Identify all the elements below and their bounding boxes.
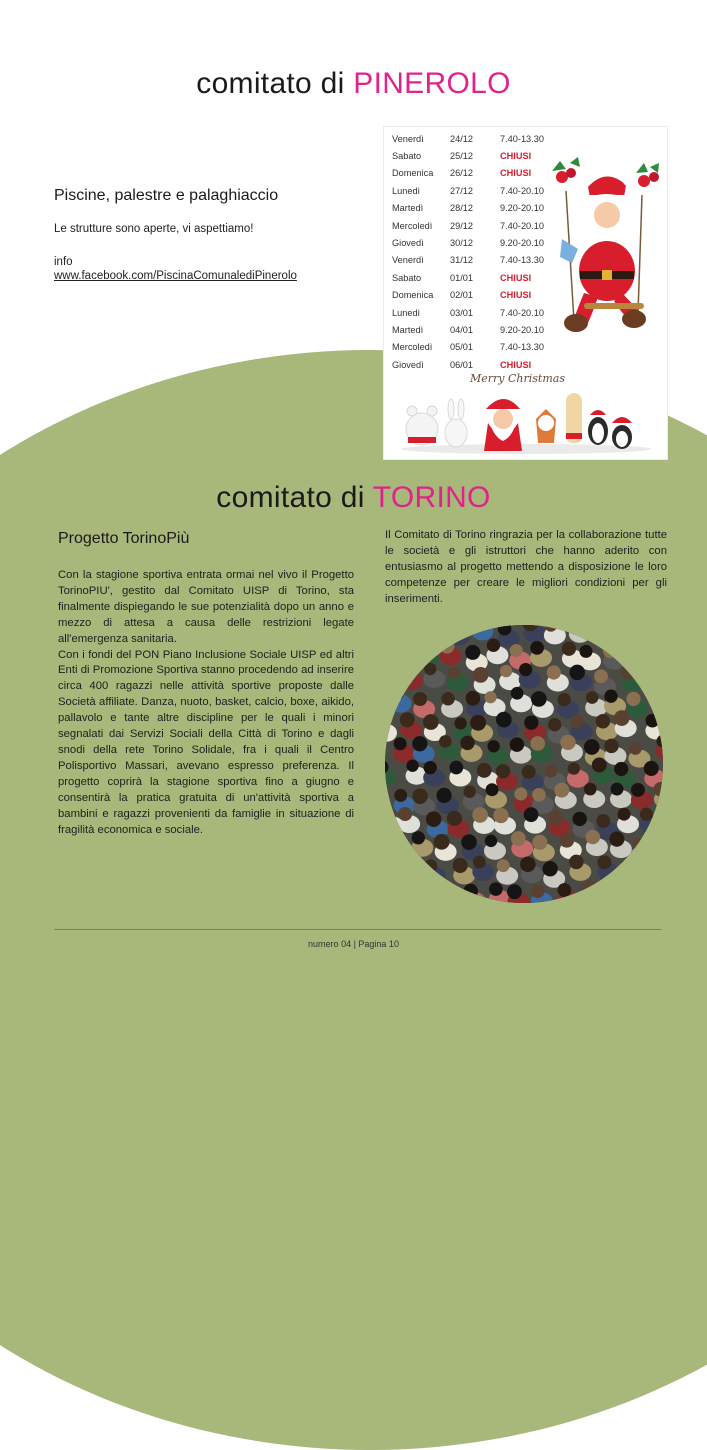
- pinerolo-title: [0, 67, 707, 101]
- schedule-day: Lunedì: [392, 185, 421, 196]
- footer-divider: [54, 929, 661, 930]
- schedule-date: 29/12: [450, 220, 473, 231]
- schedule-day: Giovedì: [392, 359, 424, 370]
- schedule-date: 01/01: [450, 272, 473, 283]
- page-footer: numero 04 | Pagina 10: [308, 939, 399, 949]
- schedule-date: 27/12: [450, 185, 473, 196]
- schedule-row: [392, 356, 570, 373]
- pinerolo-title-accent: PINEROLO: [353, 67, 511, 100]
- schedule-date: 26/12: [450, 168, 473, 179]
- schedule-day: Sabato: [392, 272, 422, 283]
- schedule-date: 02/01: [450, 290, 473, 301]
- schedule-day: Giovedì: [392, 238, 424, 249]
- pinerolo-title-prefix: comitato di: [196, 67, 354, 100]
- pinerolo-subheading: Piscine, palestre e palaghiaccio: [54, 187, 279, 204]
- schedule-date: 04/01: [450, 324, 473, 335]
- torino-left-column: [58, 568, 354, 838]
- holiday-schedule-image: [384, 127, 667, 459]
- schedule-date: 03/01: [450, 307, 473, 318]
- schedule-day: Martedì: [392, 324, 424, 335]
- torino-subheading: Progetto TorinoPiù: [58, 530, 190, 547]
- schedule-date: 24/12: [450, 133, 473, 144]
- torino-right-paragraph: Il Comitato di Torino ringrazia per la collaborazione tutte le società e gli istruttori che hanno aderito con entusiasmo al progetto mettendo a disposizione le loro competenze per creare le migliori condizioni per gli inserimenti.: [385, 529, 667, 605]
- torino-title-prefix: comitato di: [216, 481, 373, 514]
- schedule-hours: 7.40-20.10: [500, 185, 544, 196]
- schedule-hours: CHIUSI: [500, 359, 532, 370]
- schedule-hours: 7.40-13.30: [500, 133, 544, 144]
- torino-title: [0, 481, 707, 515]
- schedule-hours: CHIUSI: [500, 168, 532, 179]
- pinerolo-info: [54, 256, 297, 282]
- green-background-shape: [0, 350, 707, 1450]
- pinerolo-text: Le strutture sono aperte, vi aspettiamo!: [54, 223, 254, 235]
- torino-title-accent: TORINO: [372, 481, 491, 514]
- schedule-date: 31/12: [450, 255, 473, 266]
- schedule-hours: 9.20-20.10: [500, 238, 544, 249]
- schedule-hours: CHIUSI: [500, 151, 532, 162]
- schedule-hours: 7.40-20.10: [500, 307, 544, 318]
- facebook-link[interactable]: www.facebook.com/PiscinaComunalediPinerolo: [54, 270, 297, 282]
- schedule-hours: 9.20-20.10: [500, 324, 544, 335]
- schedule-day: Mercoledì: [392, 220, 433, 231]
- schedule-date: 05/01: [450, 342, 473, 353]
- schedule-hours: 9.20-20.10: [500, 203, 544, 214]
- info-label: info: [54, 256, 73, 268]
- schedule-hours: CHIUSI: [500, 272, 532, 283]
- schedule-day: Sabato: [392, 151, 422, 162]
- merry-christmas-text: Merry Christmas: [470, 372, 565, 385]
- schedule-day: Domenica: [392, 290, 434, 301]
- schedule-day: Domenica: [392, 168, 434, 179]
- schedule-date: 25/12: [450, 151, 473, 162]
- schedule-day: Mercoledì: [392, 342, 433, 353]
- schedule-day: Venerdì: [392, 133, 424, 144]
- schedule-date: 28/12: [450, 203, 473, 214]
- schedule-hours: CHIUSI: [500, 290, 532, 301]
- schedule-hours: 7.40-13.30: [500, 342, 544, 353]
- schedule-day: Venerdì: [392, 255, 424, 266]
- torino-paragraph-1: Con la stagione sportiva entrata ormai nel vivo il Progetto TorinoPIU', gestito dal Comitato UISP di Torino, sta finalmente dispiegando le sue potenzialità dopo un anno e mezzo di attesa a causa delle restrizioni legate all'emergenza sanitaria.: [58, 569, 354, 645]
- schedule-row: [392, 130, 570, 147]
- schedule-day: Martedì: [392, 203, 424, 214]
- schedule-hours: 7.40-20.10: [500, 220, 544, 231]
- schedule-day: Lunedì: [392, 307, 421, 318]
- crowd-photo: [385, 625, 663, 903]
- santa-swing-illustration: [544, 153, 662, 343]
- torino-paragraph-2: Con i fondi del PON Piano Inclusione Sociale UISP ed altri Enti di Promozione Sportiva stanno procedendo ad inserire circa 400 ragazzi nelle attività sportive proposte dalle Società affiliate. Danza, nuoto, basket, calcio, boxe, aikido, pallavolo e tante altre discipline per le quali i minori segnalati dai Servizi Sociali della Città di Torino e dagli snodi della rete Torino Solidale, fra i quali il Centro Polisportivo Massari, avevano espresso preferenza. Il progetto coprirà la stagione sportiva fino a giugno e consentirà la pratica gratuita di un'attività sportiva a bambini e ragazzi provenienti da famiglie in situazione di fragilità economica e sociale.: [58, 648, 354, 836]
- christmas-animals-illustration: [394, 389, 659, 455]
- schedule-date: 30/12: [450, 238, 473, 249]
- schedule-hours: 7.40-13.30: [500, 255, 544, 266]
- schedule-date: 06/01: [450, 359, 473, 370]
